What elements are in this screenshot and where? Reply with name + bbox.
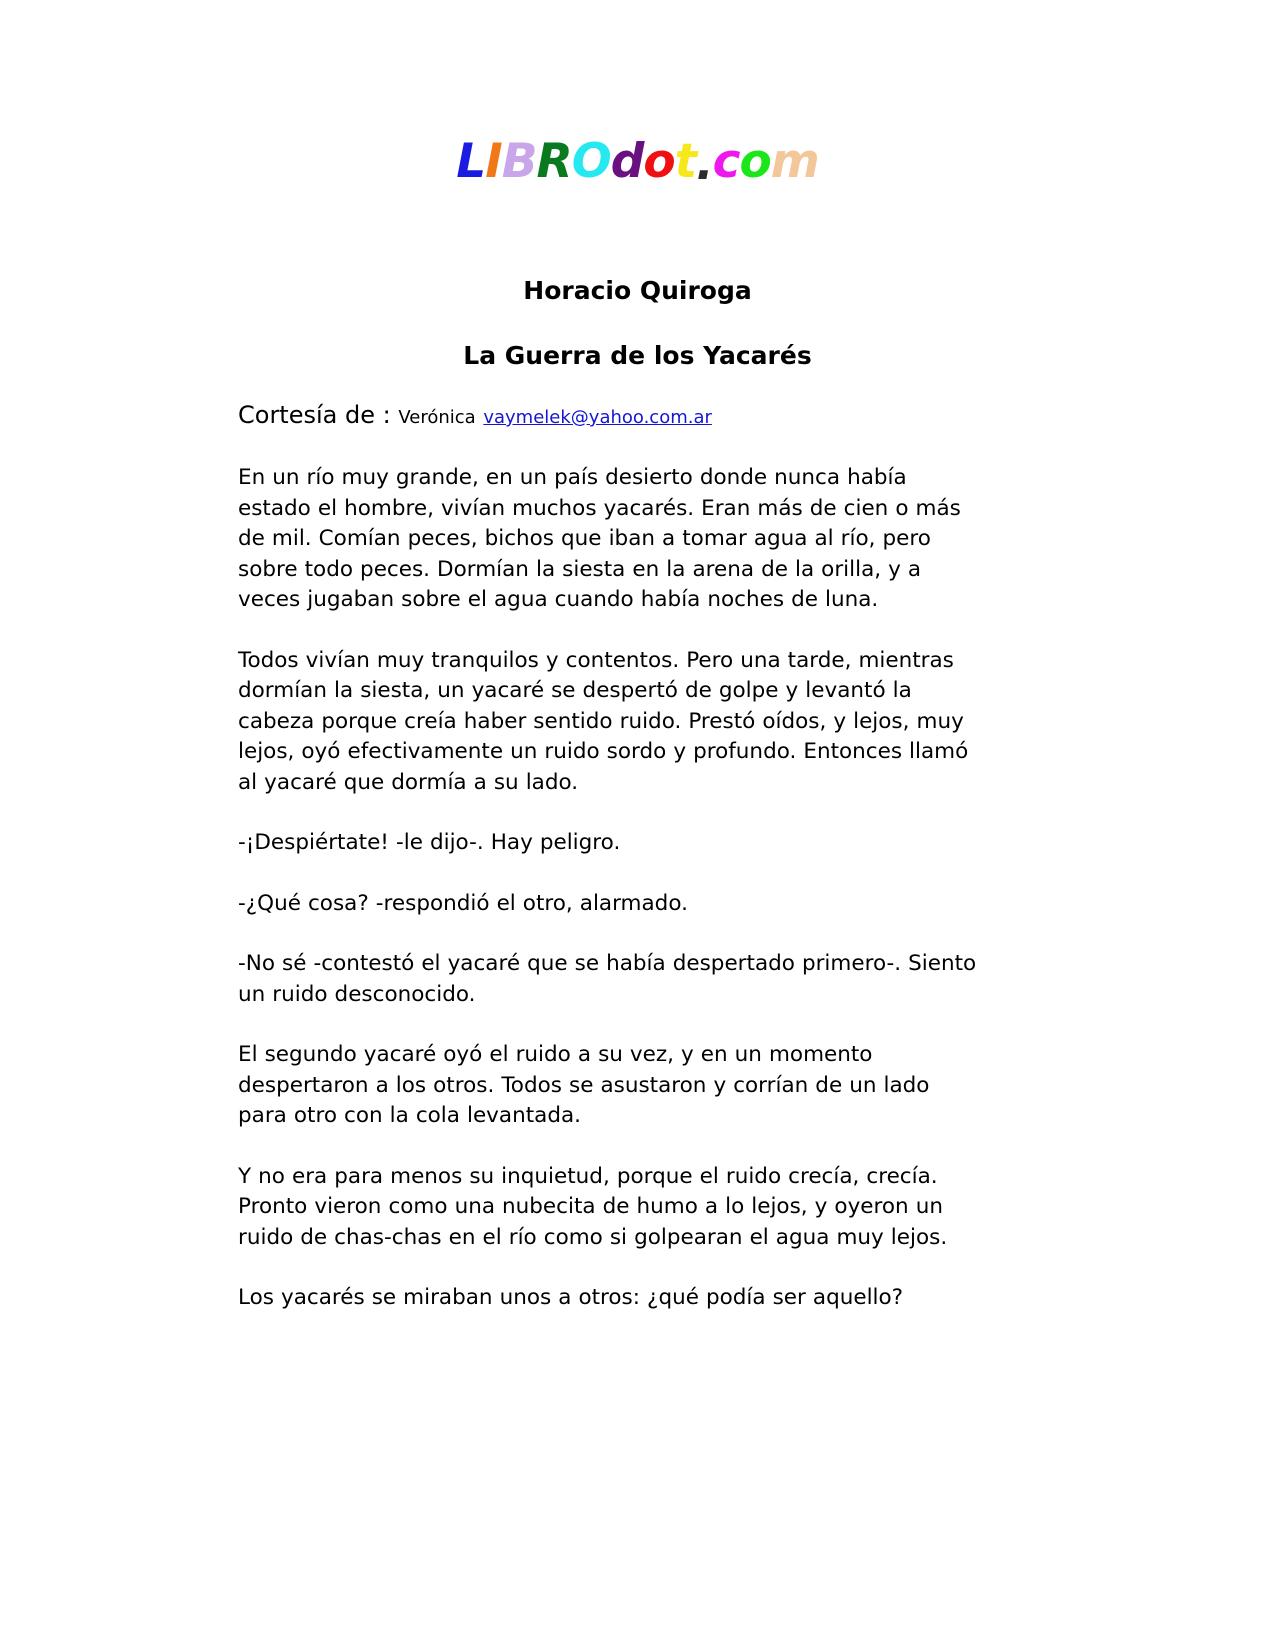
story-title-heading: La Guerra de los Yacarés [463, 341, 812, 370]
paragraph-list [238, 463, 980, 1314]
site-logo-container [0, 134, 1275, 190]
body-paragraph: -No sé -contestó el yacaré que se había despertado primero-. Siento un ruido desconocido. [238, 951, 977, 1007]
logo-letter-9: c [712, 134, 740, 189]
logo-letter-11: m [770, 134, 819, 189]
logo-letter-10: o [739, 134, 771, 189]
body-paragraph: El segundo yacaré oyó el ruido a su vez, y en un momento despertaron a los otros. Todos se asustaron y corrían de un lado para otro con la cola levantada. [238, 1042, 930, 1128]
courtesy-label: Cortesía de : [238, 401, 391, 429]
body-paragraph: Y no era para menos su inquietud, porque el ruido crecía, crecía. Pronto vieron como una nubecita de humo a lo lejos, y oyeron un ruido de chas-chas en el río como si golpearan el agua muy lejos. [238, 1163, 948, 1250]
logo-letter-0: L [456, 134, 486, 189]
logo-letter-5: d [610, 134, 644, 189]
body-paragraph: Los yacarés se miraban unos a otros: ¿qué podía ser aquello? [238, 1285, 904, 1310]
body-paragraph: En un río muy grande, en un país desierto donde nunca había estado el hombre, vivían muchos yacarés. Eran más de cien o más de mil. Comían peces, bichos que iban a tomar agua al río, pero sobre todo peces. Dormían la siesta en la arena de la orilla, y a veces jugaban sobre el agua cuando había noches de luna. [238, 465, 961, 612]
logo-letter-1: I [485, 134, 502, 189]
body-paragraph: -¿Qué cosa? -respondió el otro, alarmado. [238, 890, 688, 916]
librodot-logo[interactable] [456, 134, 819, 190]
courtesy-line [238, 400, 980, 433]
logo-letter-4: O [571, 134, 611, 189]
logo-letter-2: B [501, 134, 537, 189]
logo-letter-8: . [696, 136, 713, 190]
logo-letter-3: R [536, 134, 572, 189]
body-paragraph: -¡Despiértate! -le dijo-. Hay peligro. [238, 830, 621, 855]
courtesy-name: Verónica [398, 407, 476, 428]
body-paragraph: Todos vivían muy tranquilos y contentos. Pero una tarde, mientras dormían la siesta, un yacaré se despertó de golpe y levantó la cabeza porque creía haber sentido ruido. Prestó oídos, y lejos, muy lejos, oyó efectivamente un ruido sordo y profundo. Entonces llamó al yacaré que dormía a su lado. [238, 647, 969, 795]
logo-letter-6: o [643, 134, 675, 189]
logo-letter-7: t [674, 134, 697, 189]
courtesy-email-link[interactable]: vaymelek@yahoo.com.ar [483, 407, 712, 428]
author-heading: Horacio Quiroga [523, 276, 752, 305]
document-body [238, 400, 980, 1314]
